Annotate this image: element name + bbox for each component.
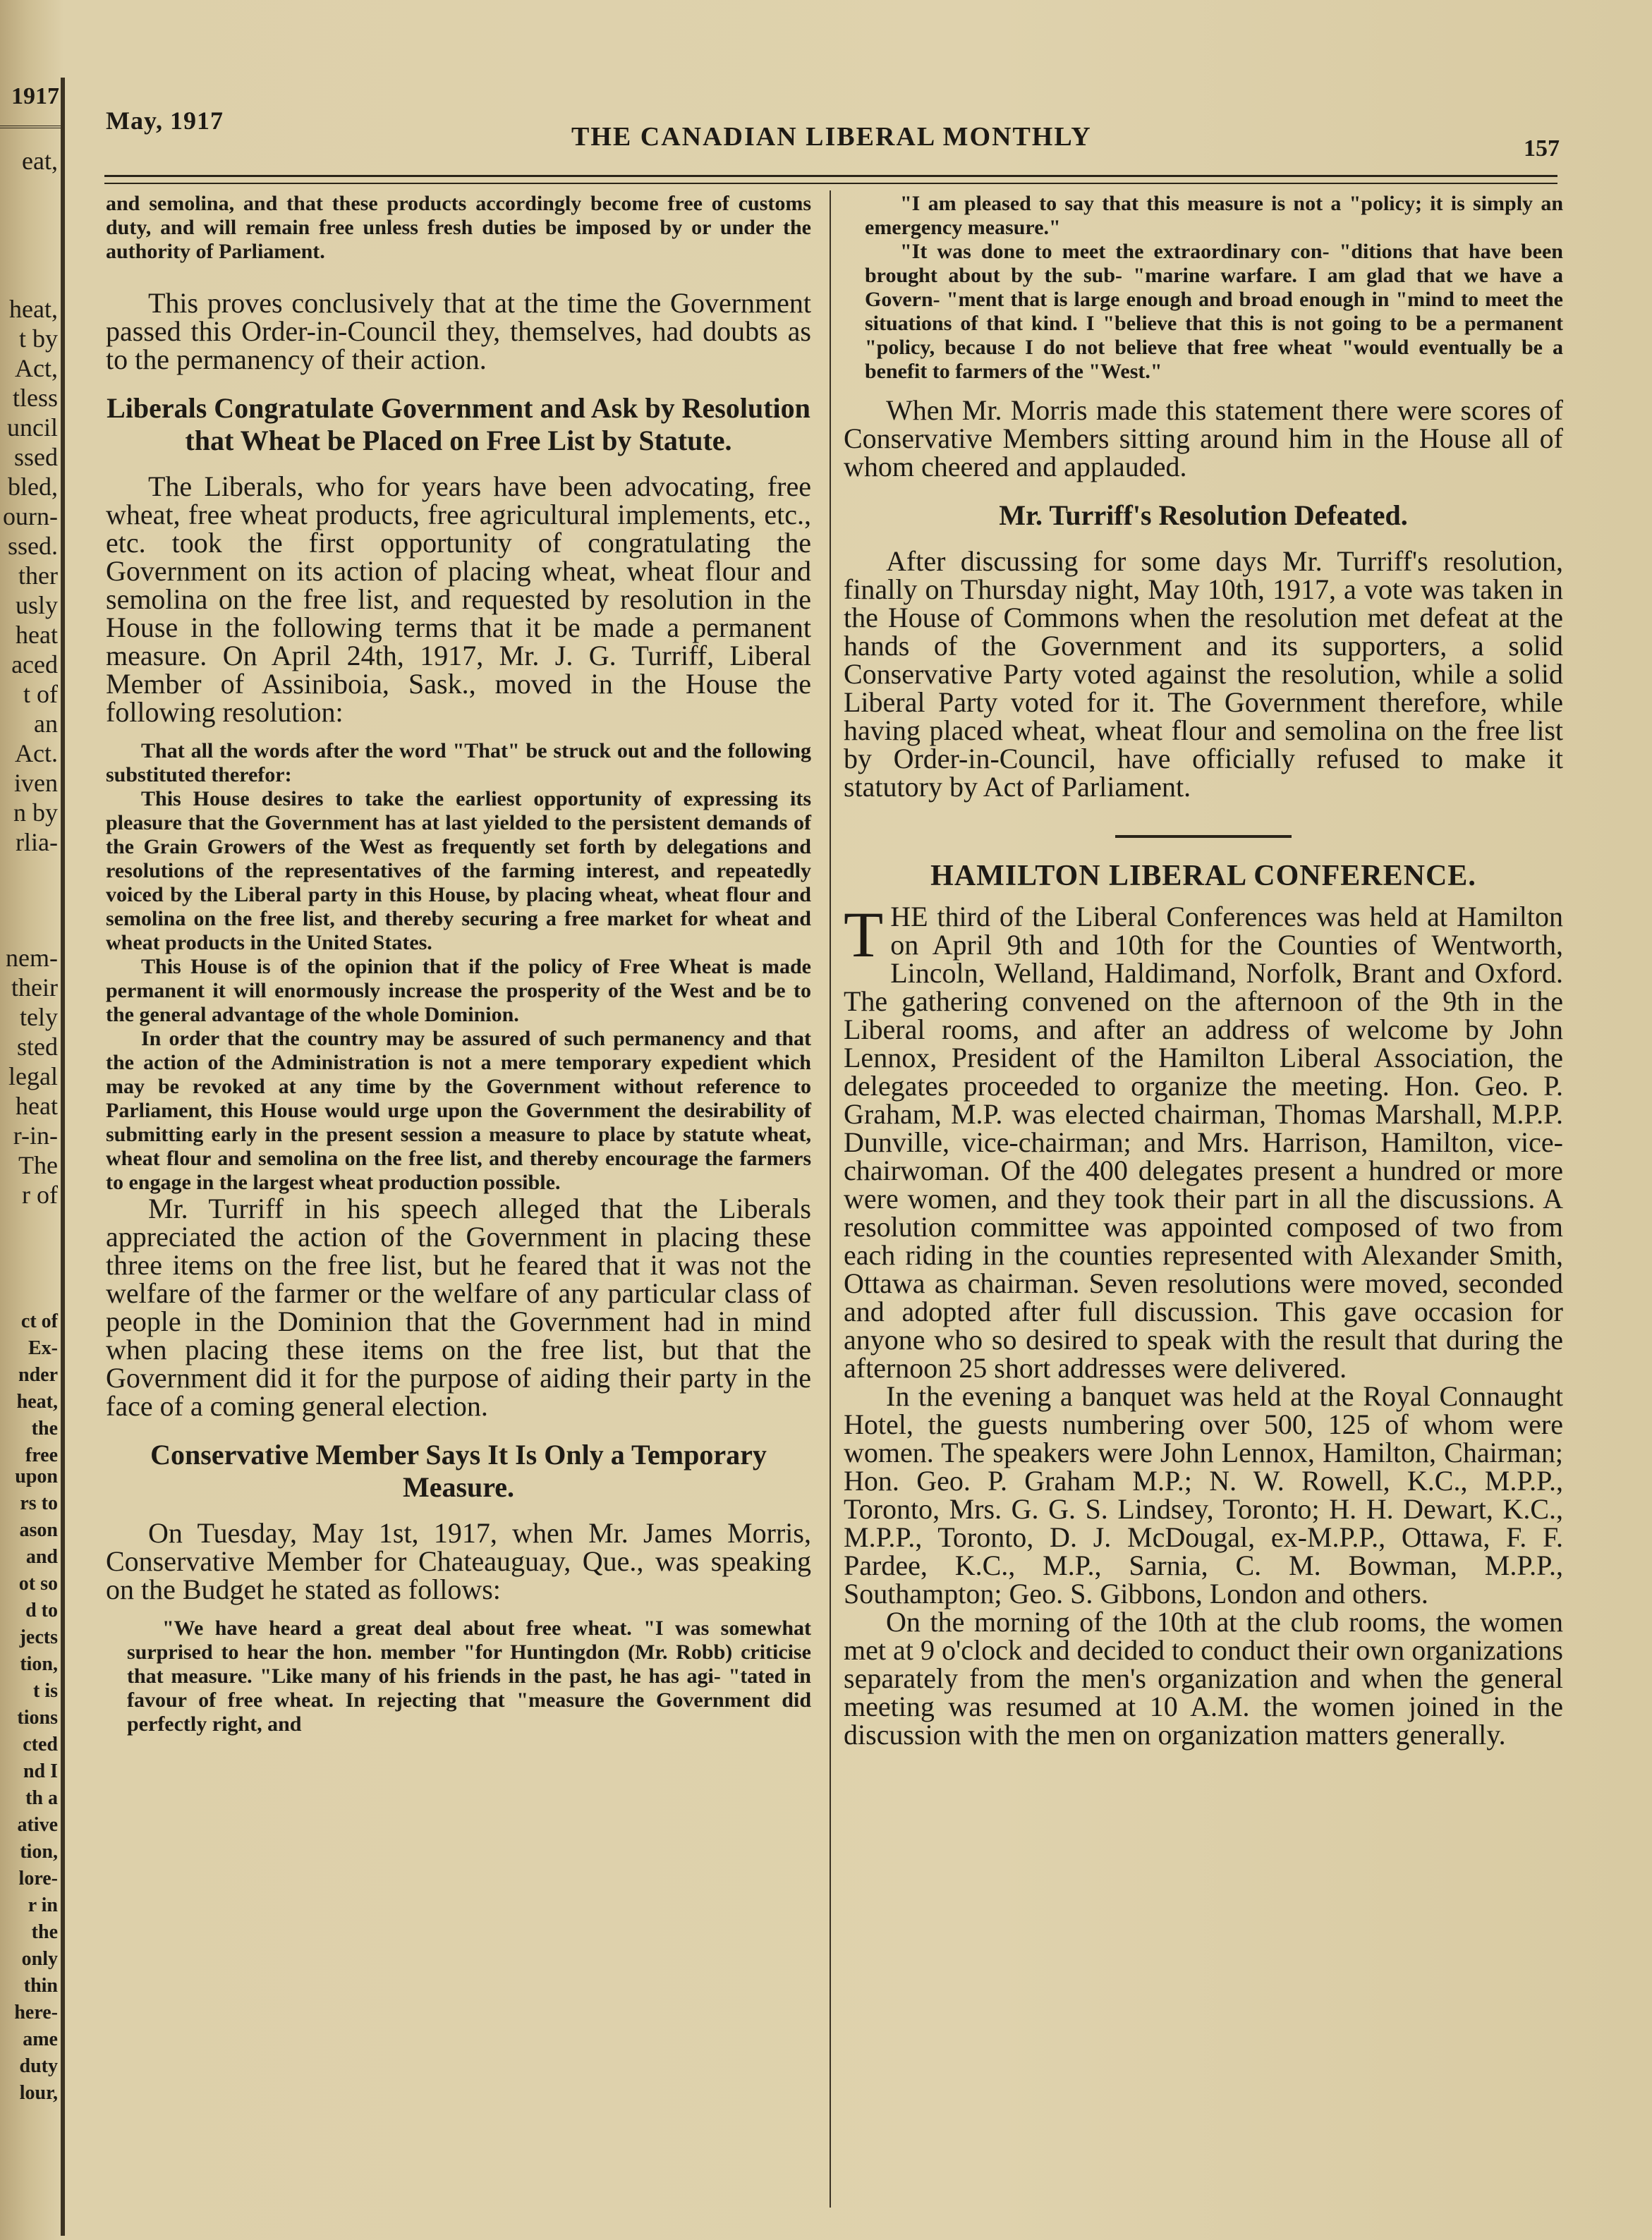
previous-page-text-fragment: Ex- bbox=[28, 1337, 58, 1359]
paragraph bbox=[844, 899, 1563, 1384]
previous-page-text-fragment: The bbox=[18, 1151, 58, 1179]
previous-page-text-fragment: lour, bbox=[19, 2082, 58, 2104]
paragraph: This proves conclusively that at the time the Government passed this Order-in-Council they, themselves, had doubts as to the permanency of their action. bbox=[106, 287, 811, 375]
previous-page-text-fragment: nder bbox=[18, 1364, 58, 1386]
page-number: 157 bbox=[1524, 135, 1560, 162]
previous-page-year: 1917 bbox=[11, 83, 59, 109]
previous-page-text-fragment: nem- bbox=[6, 944, 58, 972]
previous-page-text-fragment: ason bbox=[19, 1519, 58, 1541]
resolution-text: In order that the country may be assured of such permanency and that the action of the Administration is not a mere temporary expedient which may be revoked at any time by the Government without reference to Parliament, this House would urge upon the Government the desirability of submitting early in the present session a measure to place by statute wheat, wheat flour and semolina on the free list, and thereby encourage the farmers to engage in the largest wheat production possible. bbox=[106, 1027, 811, 1194]
previous-page-text-fragment: an bbox=[34, 710, 58, 738]
previous-page-text-fragment: Act. bbox=[15, 739, 58, 767]
conference-heading: HAMILTON LIBERAL CONFERENCE. bbox=[930, 860, 1476, 892]
previous-page-rule bbox=[0, 126, 62, 128]
previous-page-text-fragment: bled, bbox=[8, 473, 58, 501]
previous-page-fragment bbox=[0, 78, 64, 2222]
previous-page-text-fragment: heat, bbox=[16, 1391, 58, 1413]
previous-page-text-fragment: duty bbox=[19, 2055, 58, 2077]
paragraph: The Liberals, who for years have been advocating, free wheat, free wheat products, free agricultural implements, etc., etc. took the first opportunity of congratulating the Government on its action of placing wheat, wheat flour and semolina on the free list, and requested by resolution in the House in the following terms that it be made a permanent measure. On April 24th, 1917, Mr. J. G. Turriff, Liberal Member of Assiniboia, Sask., moved in the House the following resolution: bbox=[106, 470, 811, 728]
previous-page-text-fragment: ther bbox=[18, 561, 58, 590]
previous-page-text-fragment: rlia- bbox=[16, 828, 58, 856]
previous-page-text-fragment: here- bbox=[14, 2002, 58, 2023]
section-heading: Mr. Turriff's Resolution Defeated. bbox=[999, 499, 1408, 531]
previous-page-text-fragment: tely bbox=[20, 1003, 58, 1031]
previous-page-text-fragment: r in bbox=[28, 1894, 58, 1916]
previous-page-text-fragment: cted bbox=[23, 1734, 58, 1755]
previous-page-text-fragment: the bbox=[31, 1921, 58, 1943]
resolution-text: This House desires to take the earliest opportunity of expressing its pleasure that the Government has at last yielded to the persistent demands of the Grain Growers of the West as frequently set forth by delegations and resolutions of the representatives of the farming interest, and repeatedly voiced by the Liberal party in this House, by placing wheat, wheat flour and semolina on the free list, and thereby securing a free market for wheat and wheat products in the United States. bbox=[106, 787, 811, 954]
previous-page-text-fragment: the bbox=[31, 1418, 58, 1439]
previous-page-text-fragment: jects bbox=[19, 1626, 58, 1648]
column-divider bbox=[830, 190, 831, 2208]
previous-page-text-fragment: uncil bbox=[7, 413, 58, 442]
section-heading: Liberals Congratulate Government and Ask by Resolution that Wheat be Placed on Free List by Statute. bbox=[107, 392, 810, 456]
section-divider bbox=[1115, 835, 1292, 838]
binding-spine bbox=[61, 78, 65, 2236]
previous-page-text-fragment: Act, bbox=[15, 354, 58, 382]
previous-page-text-fragment: ct of bbox=[20, 1310, 58, 1332]
paragraph: After discussing for some days Mr. Turriff's resolution, finally on Thursday night, May 10th, 1917, a vote was taken in the House of Commons when the resolution met defeat at the hands of the Government and its supporters, a solid Conservative Party voted against the resolution, while a solid Liberal Party voted for it. The Government therefore, while having placed wheat, wheat flour and semolina on the free list by Order-in-Council, have officially refused to make it statutory by Act of Parliament. bbox=[844, 545, 1563, 803]
quotation: "We have heard a great deal about free wheat. "I was somewhat surprised to hear the hon. member "for Huntingdon (Mr. Robb) criticise that measure. "Like many of his friends in the past, he has agi- "tated in favour of free wheat. In rejecting that "measure the Government did perfectly right, and bbox=[127, 1617, 811, 1736]
intro-bold-text: and semolina, and that these products accordingly become free of customs duty, and will remain free unless fresh duties be imposed by or under the authority of Parliament. bbox=[106, 192, 811, 263]
previous-page-text-fragment: tion, bbox=[20, 1841, 58, 1863]
previous-page-text-fragment: usly bbox=[15, 591, 58, 619]
previous-page-text-fragment: only bbox=[21, 1948, 58, 1970]
previous-page-text-fragment: upon bbox=[15, 1466, 58, 1487]
previous-page-text-fragment: iven bbox=[14, 769, 58, 797]
previous-page-text-fragment: lore- bbox=[18, 1868, 58, 1889]
section-heading: Conservative Member Says It Is Only a Temporary Measure. bbox=[150, 1439, 767, 1503]
right-column bbox=[844, 192, 1563, 1749]
previous-page-text-fragment: ourn- bbox=[3, 502, 58, 530]
resolution-text: This House is of the opinion that if the policy of Free Wheat is made permanent it will enormously increase the prosperity of the West and be to the general advantage of the whole Dominion. bbox=[106, 955, 811, 1026]
issue-date: May, 1917 bbox=[106, 106, 224, 135]
previous-page-text-fragment: r-in- bbox=[13, 1121, 58, 1150]
paragraph: When Mr. Morris made this statement there were scores of Conservative Members sitting around him in the House all of whom cheered and applauded. bbox=[844, 394, 1563, 482]
previous-page-text-fragment: d to bbox=[25, 1600, 58, 1621]
previous-page-text-fragment: t by bbox=[18, 324, 58, 353]
previous-page-text-fragment: heat bbox=[16, 1092, 58, 1120]
previous-page-text-fragment: tion, bbox=[20, 1653, 58, 1675]
paragraph: In the evening a banquet was held at the Royal Connaught Hotel, the guests numbering over 500, 125 of whom were women. The speakers were John Lennox, Hamilton, Chairman; Hon. Geo. P. Graham M.P.; N. W. Rowell, K.C., M.P.P., Toronto, Mrs. G. G. S. Lindsey, Toronto; H. H. Dewart, K.C., M.P.P., Toronto, D. J. McDougal, ex-M.P.P., Ottawa, F. F. Pardee, K.C., M.P., Sarnia, C. M. Bowman, M.P.P., Southampton; Geo. S. Gibbons, London and others. bbox=[844, 1380, 1563, 1609]
quotation: "I am pleased to say that this measure is not a "policy; it is simply an emergency measure." bbox=[865, 192, 1563, 239]
previous-page-text-fragment: t is bbox=[33, 1680, 58, 1702]
paragraph: On Tuesday, May 1st, 1917, when Mr. James Morris, Conservative Member for Chateauguay, Que., was speaking on the Budget he stated as follows: bbox=[106, 1517, 811, 1605]
paragraph: Mr. Turriff in his speech alleged that the Liberals appreciated the action of the Government in placing these three items on the free list, but he feared that it was not the welfare of the farmer or the welfare of any particular class of people in the Dominion that the Government had in mind when placing these items on the free list, but that the Government did it for the purpose of aiding their party in the face of a coming general election. bbox=[106, 1193, 811, 1422]
previous-page-text-fragment: legal bbox=[8, 1062, 58, 1090]
previous-page-text-fragment: rs to bbox=[20, 1492, 58, 1514]
quotation: "It was done to meet the extraordinary con- "ditions that have been brought about by the sub- "marine warfare. I am glad that we have a Govern- "ment that is large enough and broad enough in "mind to meet the situations of that kind. I "believe that this is not going to be a permanent "policy, because I do not believe that free wheat "would eventually be a benefit to farmers of the "West." bbox=[865, 240, 1563, 383]
header-rule bbox=[104, 175, 1557, 184]
previous-page-text-fragment: ame bbox=[23, 2028, 58, 2050]
previous-page-text-fragment: ssed. bbox=[8, 532, 58, 560]
drop-cap: T bbox=[844, 899, 884, 970]
resolution-text: That all the words after the word "That" be struck out and the following substituted therefor: bbox=[106, 739, 811, 786]
left-column bbox=[106, 192, 811, 1736]
previous-page-text-fragment: eat, bbox=[22, 147, 58, 175]
paragraph: On the morning of the 10th at the club rooms, the women met at 9 o'clock and decided to conduct their own organizations separately from the men's organization and when the general meeting was resumed at 10 A.M. the women joined in the discussion with the men on organization matters generally. bbox=[844, 1606, 1563, 1751]
previous-page-text-fragment: sted bbox=[17, 1033, 58, 1061]
previous-page-text-fragment: tless bbox=[12, 384, 58, 412]
previous-page-text-fragment: heat, bbox=[9, 295, 58, 323]
previous-page-text-fragment: nd I bbox=[23, 1760, 58, 1782]
paragraph-text: HE third of the Liberal Conferences was held at Hamilton on April 9th and 10th for the Counties of Wentworth, Lincoln, Welland, Haldimand, Norfolk, Brant and Oxford. The gathering convened on the afternoon of the 9th in the Liberal rooms, and after an address of welcome by John Lennox, President of the Hamilton Liberal Association, the delegates proceeded to organize the meeting. Hon. Geo. P. Graham, M.P. was elected chairman, Thomas Marshall, M.P.P. Dunville, vice-chairman; and Mrs. Harrison, Hamilton, vice-chairwoman. Of the 400 delegates present a hundred or more were women, and they took their part in all the discussions. A resolution committee was appointed composed of two from each riding in the counties represented with Alexander Smith, Ottawa as chairman. Seven resolutions were moved, seconded and adopted after full discussion. This gave occasion for anyone who so desired to speak with the result that during the afternoon 25 short addresses were delivered. bbox=[844, 901, 1563, 1384]
previous-page-text-fragment: free bbox=[25, 1444, 58, 1466]
previous-page-text-fragment: their bbox=[11, 973, 58, 1002]
magazine-title: THE CANADIAN LIBERAL MONTHLY bbox=[571, 122, 1092, 152]
previous-page-text-fragment: and bbox=[25, 1546, 58, 1568]
previous-page-text-fragment: th a bbox=[25, 1787, 58, 1809]
previous-page-text-fragment: heat bbox=[16, 621, 58, 649]
previous-page-text-fragment: thin bbox=[23, 1975, 58, 1997]
previous-page-text-fragment: tions bbox=[17, 1707, 58, 1729]
previous-page-text-fragment: ot so bbox=[18, 1573, 58, 1595]
previous-page-text-fragment: r of bbox=[22, 1181, 58, 1209]
previous-page-text-fragment: n by bbox=[13, 798, 58, 827]
previous-page-text-fragment: ssed bbox=[14, 443, 58, 471]
previous-page-text-fragment: ative bbox=[17, 1814, 58, 1836]
previous-page-text-fragment: aced bbox=[11, 650, 58, 678]
previous-page-text-fragment: t of bbox=[23, 680, 58, 708]
